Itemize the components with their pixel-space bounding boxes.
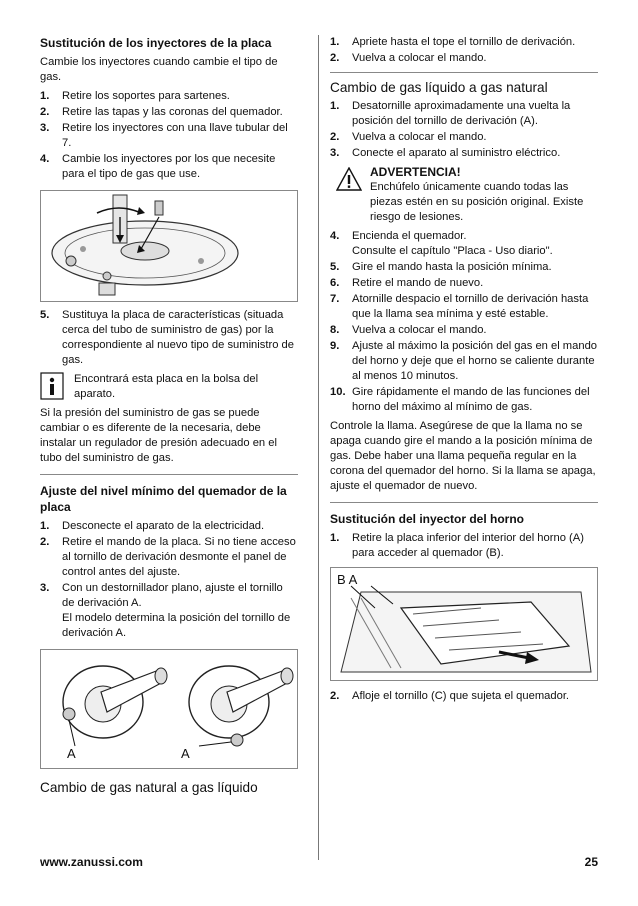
burner-diagram xyxy=(40,190,298,302)
list-item-text: Ajuste al máximo la posición del gas en el mando del horno y deje que el horno se caliente durante al menos 10 minutos. xyxy=(352,340,598,382)
list-item xyxy=(330,260,598,275)
list-item xyxy=(40,121,298,151)
list-item-number: 4. xyxy=(40,153,50,165)
list-item xyxy=(330,531,598,561)
list-item-number: 8. xyxy=(330,324,340,336)
list-item xyxy=(330,130,598,145)
label-a-right: A xyxy=(181,746,190,761)
list-item xyxy=(330,276,598,291)
list-item-text: Cambie los inyectores por los que necesite para el tipo de gas que use. xyxy=(62,153,276,180)
list-item-text: Desconecte el aparato de la electricidad. xyxy=(62,520,265,532)
section-title-lpg-to-natural: Cambio de gas líquido a gas natural xyxy=(330,80,548,95)
list-item xyxy=(330,35,598,50)
section-intro: Cambie los inyectores cuando cambie el tipo de gas. xyxy=(40,56,278,83)
list-item-number: 2. xyxy=(330,690,340,702)
divider xyxy=(330,72,598,73)
list-item-number: 2. xyxy=(330,52,340,64)
list-item-text: Gire rápidamente el mando de las funciones del horno del máximo al mínimo de gas. xyxy=(352,386,590,413)
list-item xyxy=(330,51,598,66)
list-item-text: Gire el mando hasta la posición mínima. xyxy=(352,261,552,273)
list-item xyxy=(330,323,598,338)
flame-check-paragraph: Controle la llama. Asegúrese de que la llama no se apaga cuando gire el mando a la posición mínima de gas. Debe haber una llama pequeña regular en la corona del quemador del horno. Si la llama se apaga, ajuste el quemador de nuevo. xyxy=(330,420,596,492)
list-item-text: Vuelva a colocar el mando. xyxy=(352,324,487,336)
burner-illustration xyxy=(41,191,299,301)
list-item xyxy=(330,229,598,259)
warning-box xyxy=(330,165,598,225)
list-item xyxy=(40,535,298,580)
list-item-text: Encienda el quemador. xyxy=(352,230,467,242)
section-title-injectors: Sustitución de los inyectores de la placa xyxy=(40,36,272,50)
section-title-natural-to-lpg: Cambio de gas natural a gas líquido xyxy=(40,780,258,795)
list-item-text: Retire la placa inferior del interior del horno (A) para acceder al quemador (B). xyxy=(352,532,584,559)
list-item-text: Con un destornillador plano, ajuste el tornillo de derivación A. xyxy=(62,582,283,609)
list-item-number: 6. xyxy=(330,277,340,289)
divider xyxy=(330,502,598,503)
label-b-a: B A xyxy=(337,572,358,587)
list-item xyxy=(330,689,598,704)
steps-list xyxy=(330,531,598,561)
list-item-number: 1. xyxy=(330,532,340,544)
list-item-text: Apriete hasta el tope el tornillo de derivación. xyxy=(352,36,576,48)
list-item-text: Conecte el aparato al suministro eléctrico. xyxy=(352,147,561,159)
info-note-text: Encontrará esta placa en la bolsa del aparato. xyxy=(74,373,259,400)
steps-list-continued xyxy=(40,308,298,368)
warning-text: Enchúfelo únicamente cuando todas las piezas estén en su posición original. Existe riesgo de lesiones. xyxy=(370,181,584,223)
list-item-text: Vuelva a colocar el mando. xyxy=(352,52,487,64)
list-item-number: 1. xyxy=(40,520,50,532)
steps-list xyxy=(40,89,298,182)
list-item-extra: Consulte el capítulo "Placa - Uso diario". xyxy=(352,245,553,257)
bypass-illustration xyxy=(41,650,299,768)
list-item xyxy=(40,152,298,182)
left-column xyxy=(40,35,298,799)
label-a-left: A xyxy=(67,746,76,761)
list-item-number: 9. xyxy=(330,340,340,352)
list-item xyxy=(40,581,298,641)
list-item xyxy=(330,146,598,161)
list-item-number: 2. xyxy=(40,106,50,118)
footer-url[interactable]: www.zanussi.com xyxy=(40,855,143,869)
list-item-number: 5. xyxy=(330,261,340,273)
section-title-min-level: Ajuste del nivel mínimo del quemador de la placa xyxy=(40,484,287,514)
steps-list xyxy=(330,35,598,66)
steps-list xyxy=(40,519,298,641)
divider xyxy=(40,474,298,475)
oven-floor-illustration xyxy=(331,568,599,680)
list-item-text: Retire los soportes para sartenes. xyxy=(62,90,230,102)
list-item-number: 3. xyxy=(40,582,50,594)
list-item-text: Vuelva a colocar el mando. xyxy=(352,131,487,143)
list-item-number: 1. xyxy=(330,36,340,48)
list-item xyxy=(330,385,598,415)
list-item-text: Afloje el tornillo (C) que sujeta el quemador. xyxy=(352,690,570,702)
list-item-number: 4. xyxy=(330,230,340,242)
right-column xyxy=(330,35,598,708)
list-item xyxy=(330,339,598,384)
knob-assembly-left xyxy=(63,666,167,746)
steps-list-continued xyxy=(330,229,598,415)
bypass-screw-diagram xyxy=(40,649,298,769)
list-item-number: 10. xyxy=(330,386,346,398)
section-title-oven-injector: Sustitución del inyector del horno xyxy=(330,512,525,526)
list-item-text: Desatornille aproximadamente una vuelta la posición del tornillo de derivación (A). xyxy=(352,100,571,127)
info-note xyxy=(40,372,298,402)
list-item xyxy=(330,292,598,322)
list-item-text: Retire los inyectores con una llave tubular del 7. xyxy=(62,122,288,149)
list-item-extra: El modelo determina la posición del tornillo de derivación A. xyxy=(62,612,291,639)
knob-assembly-right xyxy=(189,666,293,746)
pressure-paragraph: Si la presión del suministro de gas se puede cambiar o es diferente de la necesaria, debe instalar un regulador de presión adecuado en el tubo del suministro de gas. xyxy=(40,407,277,464)
info-icon xyxy=(40,372,64,400)
list-item-text: Retire las tapas y las coronas del quemador. xyxy=(62,106,283,118)
list-item-number: 1. xyxy=(40,90,50,102)
list-item-number: 1. xyxy=(330,100,340,112)
list-item-number: 2. xyxy=(40,536,50,548)
warning-icon xyxy=(336,167,362,191)
list-item xyxy=(40,89,298,104)
list-item-text: Retire el mando de la placa. Si no tiene acceso al tornillo de derivación desmonte el panel de control antes del ajuste. xyxy=(62,536,296,578)
oven-floor-diagram xyxy=(330,567,598,681)
list-item xyxy=(330,99,598,129)
list-item-number: 3. xyxy=(40,122,50,134)
column-divider xyxy=(318,35,319,860)
steps-list-continued xyxy=(330,689,598,704)
list-item-text: Atornille despacio el tornillo de derivación hasta que la llama sea mínima y esté estable. xyxy=(352,293,589,320)
steps-list xyxy=(330,99,598,161)
list-item-number: 2. xyxy=(330,131,340,143)
list-item xyxy=(40,105,298,120)
list-item-number: 3. xyxy=(330,147,340,159)
list-item-text: Retire el mando de nuevo. xyxy=(352,277,484,289)
list-item: 5. Sustituya la placa de características (situada cerca del tubo de suministro de gas) por la correspondiente al nuevo tipo de suministro de gas. xyxy=(40,309,294,366)
warning-title: ADVERTENCIA! xyxy=(370,165,461,179)
page-number: 25 xyxy=(584,855,598,869)
list-item xyxy=(40,519,298,534)
list-item-number: 7. xyxy=(330,293,340,305)
